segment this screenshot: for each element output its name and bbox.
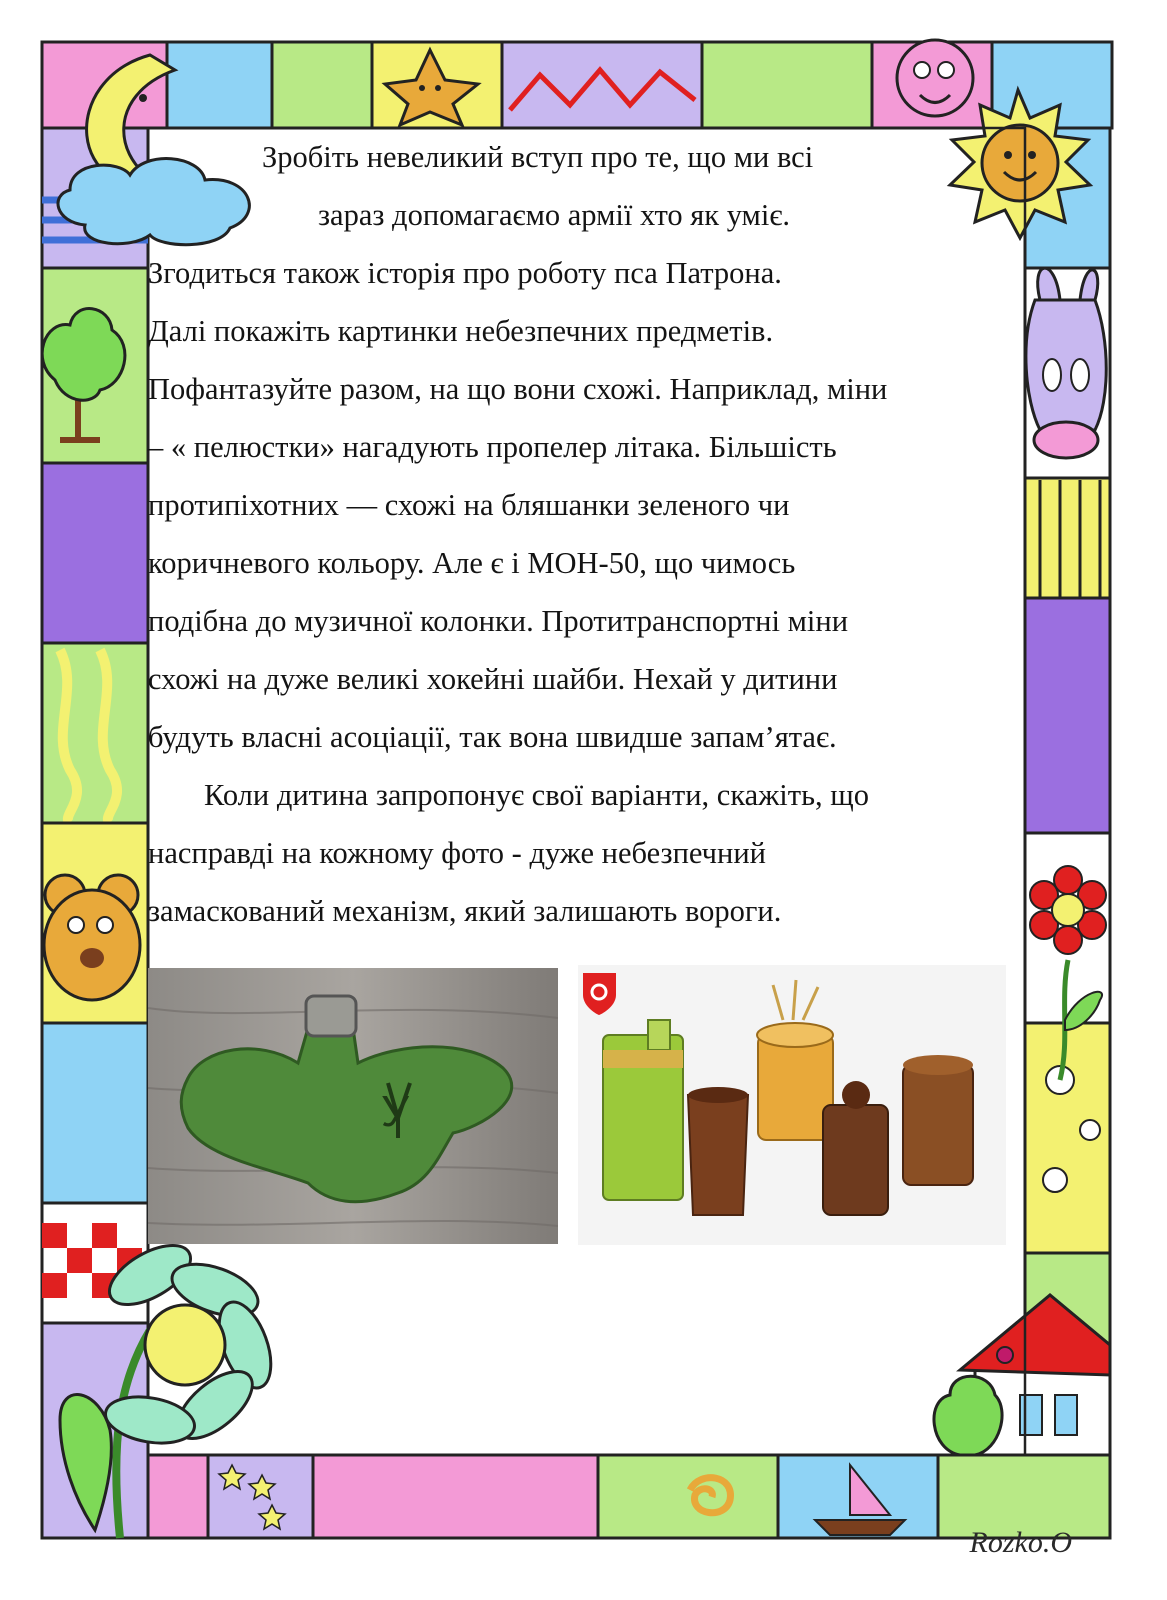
instruction-text bbox=[148, 128, 1028, 940]
text-line: Зробіть невеликий вступ про те, що ми всі bbox=[262, 140, 814, 174]
text-line: Далі покажіть картинки небезпечних предметів. bbox=[148, 314, 774, 348]
text-line: подібна до музичної колонки. Протитранспортні міни bbox=[148, 604, 849, 638]
author-signature: Rozko.O bbox=[969, 1526, 1072, 1559]
mine-letter-u: У bbox=[381, 1087, 409, 1136]
text-line: Коли дитина запропонує свої варіанти, скажіть, що bbox=[204, 778, 869, 812]
text-line: Пофантазуйте разом, на що вони схожі. Наприклад, міни bbox=[148, 372, 888, 406]
bear-icon bbox=[44, 875, 140, 1000]
petal-mine-photo bbox=[148, 968, 558, 1244]
baby-face-icon bbox=[897, 40, 973, 116]
text-line: насправді на кожному фото - дуже небезпечний bbox=[148, 836, 766, 870]
text-line: – « пелюстки» нагадують пропелер літака. Більшість bbox=[148, 430, 837, 464]
bottom-border bbox=[148, 1455, 1110, 1538]
landmines-photo bbox=[578, 965, 1006, 1245]
text-line: зараз допомагаємо армії хто як уміє. bbox=[318, 198, 791, 232]
text-line: протипіхотних — схожі на бляшанки зеленого чи bbox=[148, 488, 790, 522]
text-line: будуть власні асоціації, так вона швидше запам’ятає. bbox=[148, 720, 837, 754]
text-line: замаскований механізм, який залишають вороги. bbox=[148, 894, 782, 928]
text-line: коричневого кольору. Але є і МОН-50, що чимось bbox=[148, 546, 796, 580]
text-line: Згодиться також історія про роботу пса Патрона. bbox=[148, 256, 782, 290]
text-line: схожі на дуже великі хокейні шайби. Нехай у дитини bbox=[148, 662, 838, 696]
